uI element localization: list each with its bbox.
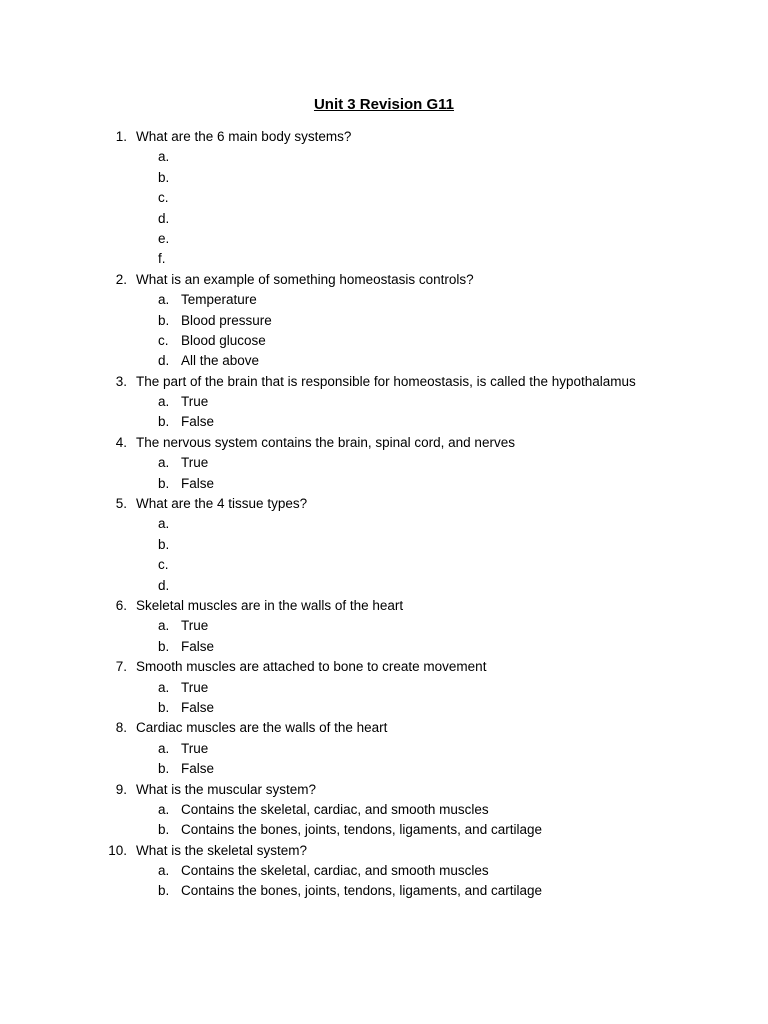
- question-text: The nervous system contains the brain, spinal cord, and nerves: [136, 434, 515, 450]
- option-letter: c.: [158, 557, 169, 573]
- question-text: What are the 6 main body systems?: [136, 129, 352, 144]
- question-item: [0, 657, 768, 677]
- answer-option: [0, 555, 768, 575]
- answer-option: [0, 820, 768, 840]
- option-letter: a.: [158, 394, 170, 410]
- option-letter: a.: [158, 618, 170, 634]
- option-letter: c.: [158, 332, 169, 348]
- question-number: 9.: [115, 781, 127, 797]
- option-text: True: [181, 455, 209, 471]
- option-letter: b.: [158, 699, 170, 715]
- answer-option: [0, 290, 768, 310]
- question-item: [0, 127, 768, 147]
- option-letter: b.: [158, 761, 170, 777]
- answer-option: [0, 147, 768, 167]
- question-item: [0, 841, 768, 861]
- answer-option: [0, 474, 768, 494]
- option-letter: b.: [158, 169, 170, 185]
- option-text: Blood glucose: [181, 332, 266, 348]
- option-text: Contains the skeletal, cardiac, and smooth muscles: [181, 863, 489, 879]
- answer-option: [0, 514, 768, 534]
- option-letter: b.: [158, 638, 170, 654]
- answer-option: [0, 209, 768, 229]
- option-text: Temperature: [181, 292, 257, 308]
- option-text: True: [181, 679, 209, 695]
- answer-option: [0, 759, 768, 779]
- question-text: Smooth muscles are attached to bone to create movement: [136, 659, 487, 675]
- answer-option: [0, 412, 768, 432]
- answer-option: [0, 739, 768, 759]
- answer-option: [0, 168, 768, 188]
- option-text: True: [181, 394, 209, 410]
- answer-option: [0, 616, 768, 636]
- question-item: [0, 433, 768, 453]
- answer-option: [0, 311, 768, 331]
- answer-option: [0, 678, 768, 698]
- question-list: [0, 127, 768, 902]
- option-text: False: [181, 475, 215, 491]
- option-text: Blood pressure: [181, 312, 272, 328]
- question-item: [0, 780, 768, 800]
- option-text: True: [181, 618, 209, 634]
- option-text: False: [181, 761, 215, 777]
- option-letter: a.: [158, 801, 170, 817]
- answer-option: [0, 861, 768, 881]
- question-number: 7.: [115, 659, 127, 675]
- question-item: [0, 494, 768, 514]
- option-letter: d.: [158, 210, 170, 226]
- question-number: 1.: [115, 129, 127, 144]
- answer-option: [0, 881, 768, 901]
- answer-option: [0, 331, 768, 351]
- question-text: What is the skeletal system?: [136, 842, 308, 858]
- option-text: Contains the skeletal, cardiac, and smooth muscles: [181, 801, 489, 817]
- option-text: Contains the bones, joints, tendons, ligaments, and cartilage: [181, 883, 542, 899]
- question-text: What are the 4 tissue types?: [136, 496, 308, 512]
- option-letter: f.: [158, 251, 166, 267]
- question-number: 6.: [115, 597, 127, 613]
- option-letter: e.: [158, 230, 170, 246]
- answer-option: [0, 800, 768, 820]
- option-letter: a.: [158, 740, 170, 756]
- question-number: 4.: [115, 434, 127, 450]
- question-text: Cardiac muscles are the walls of the heart: [136, 720, 388, 736]
- option-letter: b.: [158, 312, 170, 328]
- question-number: 5.: [115, 496, 127, 512]
- answer-option: [0, 698, 768, 718]
- question-item: [0, 372, 768, 392]
- question-item: [0, 270, 768, 290]
- question-item: [0, 596, 768, 616]
- option-text: Contains the bones, joints, tendons, ligaments, and cartilage: [181, 822, 542, 838]
- option-letter: b.: [158, 414, 170, 430]
- question-number: 10.: [108, 842, 127, 858]
- answer-option: [0, 535, 768, 555]
- option-letter: a.: [158, 149, 170, 165]
- answer-option: [0, 249, 768, 269]
- option-letter: b.: [158, 536, 170, 552]
- answer-option: [0, 453, 768, 473]
- question-text: The part of the brain that is responsible for homeostasis, is called the hypothalamus: [136, 373, 636, 389]
- option-text: All the above: [181, 353, 260, 369]
- option-letter: a.: [158, 863, 170, 879]
- option-text: False: [181, 638, 215, 654]
- option-letter: a.: [158, 679, 170, 695]
- option-letter: c.: [158, 190, 169, 206]
- option-letter: b.: [158, 822, 170, 838]
- answer-option: [0, 576, 768, 596]
- answer-option: [0, 637, 768, 657]
- answer-option: [0, 392, 768, 412]
- question-text: Skeletal muscles are in the walls of the heart: [136, 597, 404, 613]
- question-number: 3.: [115, 373, 127, 389]
- answer-option: [0, 188, 768, 208]
- option-letter: b.: [158, 475, 170, 491]
- option-letter: a.: [158, 292, 170, 308]
- option-text: False: [181, 699, 215, 715]
- answer-option: [0, 229, 768, 249]
- question-number: 2.: [115, 271, 127, 287]
- option-letter: d.: [158, 577, 170, 593]
- question-text: What is an example of something homeostasis controls?: [136, 271, 474, 287]
- question-number: 8.: [115, 720, 127, 736]
- option-letter: a.: [158, 455, 170, 471]
- question-text: What is the muscular system?: [136, 781, 317, 797]
- question-item: [0, 718, 768, 738]
- document-title: Unit 3 Revision G11: [313, 96, 455, 113]
- option-text: False: [181, 414, 215, 430]
- option-letter: d.: [158, 353, 170, 369]
- option-letter: a.: [158, 516, 170, 532]
- option-text: True: [181, 740, 209, 756]
- option-letter: b.: [158, 883, 170, 899]
- answer-option: [0, 351, 768, 371]
